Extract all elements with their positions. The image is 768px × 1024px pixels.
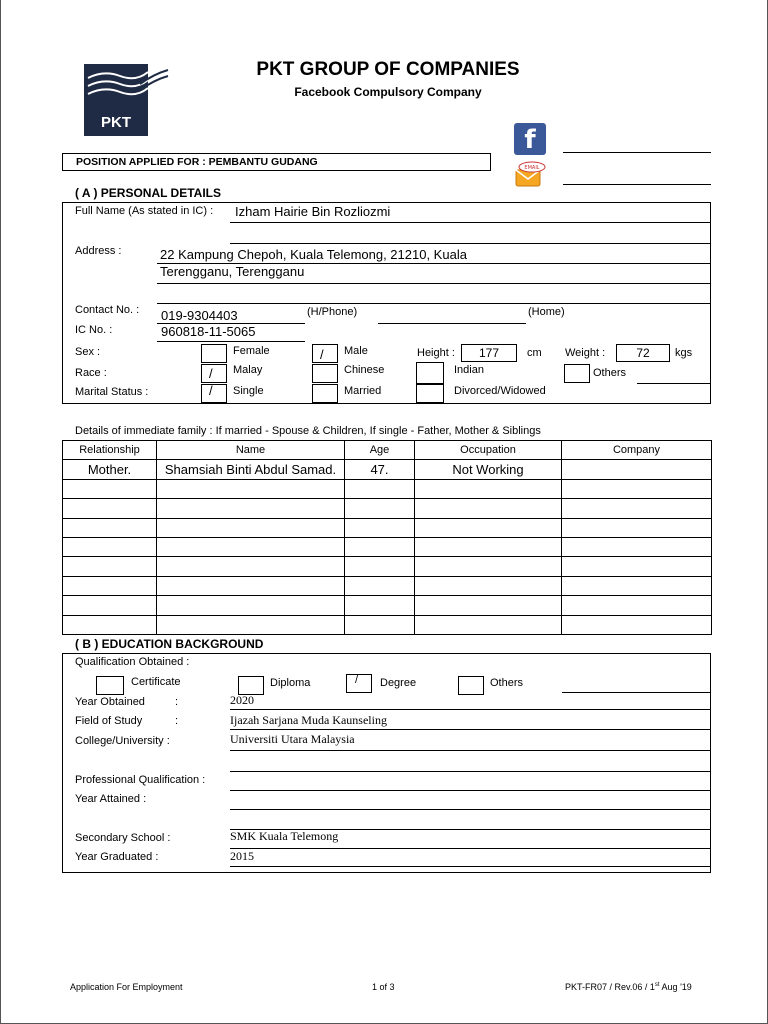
cell[interactable] (415, 479, 562, 498)
fullname-line2 (230, 243, 711, 244)
degree-label: Degree (380, 677, 417, 689)
others-edu-label: Others (490, 677, 524, 689)
ic-line (157, 341, 305, 342)
others-race-label: Others (593, 367, 627, 379)
cell[interactable] (157, 557, 345, 576)
married-checkbox[interactable] (312, 384, 338, 403)
wave-icon (84, 64, 148, 108)
field-colon: : (175, 715, 179, 727)
secondary-line (230, 848, 711, 849)
facebook-icon: f (514, 123, 546, 155)
home-label: (Home) (528, 306, 565, 318)
svg-text:EMAIL: EMAIL (524, 165, 540, 171)
cell-relationship[interactable]: Mother. (63, 460, 157, 479)
malay-mark: / (209, 366, 213, 381)
footer-left: Application For Employment (70, 982, 183, 992)
field-value: Ijazah Sarjana Muda Kaunseling (230, 713, 387, 727)
height-label: Height : (417, 347, 455, 359)
footer-right-sup: st (654, 982, 660, 988)
cell[interactable] (415, 537, 562, 556)
cell[interactable] (415, 615, 562, 634)
graduated-line (230, 866, 711, 867)
height-box[interactable] (461, 344, 517, 362)
malay-label: Malay (233, 364, 263, 376)
male-label: Male (344, 345, 368, 357)
cell[interactable] (157, 615, 345, 634)
cell[interactable] (345, 479, 415, 498)
company-title: PKT GROUP OF COMPANIES (256, 59, 520, 80)
cell[interactable] (562, 596, 712, 615)
col-relationship: Relationship (63, 441, 157, 460)
sex-label: Sex : (75, 346, 101, 358)
cell[interactable] (63, 518, 157, 537)
cell[interactable] (157, 518, 345, 537)
year-line (230, 709, 711, 710)
height-unit: cm (527, 347, 542, 359)
diploma-label: Diploma (270, 677, 311, 689)
footer-right-prefix: PKT-FR07 / Rev.06 / 1 (565, 982, 655, 992)
race-label: Race : (75, 367, 107, 379)
others-race-line (637, 383, 711, 384)
fullname-line1 (230, 222, 711, 223)
male-mark: / (320, 347, 324, 362)
attained-line1 (230, 809, 711, 810)
table-row (63, 479, 712, 498)
cell[interactable] (157, 537, 345, 556)
cell[interactable] (562, 537, 712, 556)
qual-label: Qualification Obtained : (75, 656, 190, 668)
address-line1: 22 Kampung Chepoh, Kuala Telemong, 21210, Kuala (160, 247, 467, 262)
single-checkbox[interactable] (201, 384, 227, 403)
cell[interactable] (63, 557, 157, 576)
footer-center: 1 of 3 (372, 982, 395, 992)
family-table (62, 440, 712, 635)
weight-value: 72 (636, 346, 650, 360)
college-label: College/University : (75, 735, 170, 747)
graduated-value: 2015 (230, 849, 254, 863)
cell[interactable] (157, 576, 345, 595)
col-name: Name (157, 441, 345, 460)
table-row (63, 460, 712, 479)
year-obtained-label: Year Obtained (75, 696, 145, 708)
table-row (63, 537, 712, 556)
cell-occupation[interactable]: Not Working (415, 460, 562, 479)
email-line (563, 184, 711, 185)
others-edu-line (562, 692, 711, 693)
height-value: 177 (478, 346, 500, 360)
female-checkbox[interactable] (201, 344, 227, 363)
family-header-row (63, 441, 712, 460)
col-company: Company (562, 441, 712, 460)
cell[interactable] (157, 499, 345, 518)
cell[interactable] (345, 557, 415, 576)
cell[interactable] (63, 596, 157, 615)
company-subtitle: Facebook Compulsory Company (294, 85, 482, 99)
chinese-checkbox[interactable] (312, 364, 338, 383)
cell[interactable] (562, 499, 712, 518)
college-line2 (230, 771, 711, 772)
cell[interactable] (415, 499, 562, 518)
marital-label: Marital Status : (75, 386, 149, 398)
chinese-label: Chinese (344, 364, 385, 376)
secondary-value: SMK Kuala Telemong (230, 829, 339, 843)
table-row (63, 499, 712, 518)
year-colon: : (175, 696, 179, 708)
hphone-label: (H/Phone) (307, 306, 358, 318)
email-icon (512, 160, 548, 190)
ic-label: IC No. : (75, 324, 113, 336)
cell-name[interactable]: Shamsiah Binti Abdul Samad. (157, 460, 345, 479)
degree-mark: / (355, 674, 359, 686)
cell[interactable] (345, 537, 415, 556)
secondary-label: Secondary School : (75, 832, 171, 844)
single-label: Single (233, 385, 264, 397)
weight-unit: kgs (675, 347, 693, 359)
weight-box[interactable] (616, 344, 670, 362)
cell-age[interactable]: 47. (345, 460, 415, 479)
male-checkbox[interactable] (312, 344, 338, 363)
table-row (63, 518, 712, 537)
footer-right-suffix: Aug '19 (659, 982, 692, 992)
section-b-title: ( B ) EDUCATION BACKGROUND (75, 637, 264, 651)
table-row (63, 615, 712, 634)
cell[interactable] (157, 479, 345, 498)
prof-label: Professional Qualification : (75, 774, 206, 786)
cell[interactable] (415, 518, 562, 537)
cell[interactable] (63, 479, 157, 498)
others-race-checkbox[interactable] (564, 364, 590, 383)
cell[interactable] (562, 479, 712, 498)
cell-company[interactable] (562, 460, 712, 479)
cell[interactable] (345, 615, 415, 634)
divorced-checkbox[interactable] (416, 384, 444, 403)
address-rule3 (157, 303, 711, 304)
field-label: Field of Study (75, 715, 143, 727)
cell[interactable] (415, 557, 562, 576)
col-occupation: Occupation (415, 441, 562, 460)
cell[interactable] (415, 576, 562, 595)
cell[interactable] (415, 596, 562, 615)
college-value: Universiti Utara Malaysia (230, 732, 355, 746)
table-row (63, 576, 712, 595)
address-rule2 (157, 283, 711, 284)
certificate-checkbox[interactable] (96, 676, 124, 695)
contact-value: 019-9304403 (161, 308, 238, 323)
address-line2: Terengganu, Terengganu (160, 264, 305, 279)
attained-label: Year Attained : (75, 793, 147, 805)
married-label: Married (344, 385, 382, 397)
cell[interactable] (345, 596, 415, 615)
home-line (378, 323, 526, 324)
facebook-line (563, 152, 711, 153)
others-edu-checkbox[interactable] (458, 676, 484, 695)
single-mark: / (209, 383, 213, 398)
field-line (230, 729, 711, 730)
pkt-logo (84, 64, 148, 136)
section-a-title: ( A ) PERSONAL DETAILS (75, 186, 222, 200)
footer-right (565, 982, 692, 992)
logo-swoosh-icon (140, 64, 170, 92)
cell[interactable] (562, 518, 712, 537)
cell[interactable] (345, 576, 415, 595)
divorced-label: Divorced/Widowed (454, 385, 546, 397)
fullname-label: Full Name (As stated in IC) : (75, 205, 214, 217)
indian-label: Indian (454, 364, 484, 376)
table-row (63, 596, 712, 615)
logo-text: PKT (101, 114, 131, 131)
cell[interactable] (562, 615, 712, 634)
certificate-label: Certificate (131, 676, 181, 688)
cell[interactable] (345, 499, 415, 518)
position-box (62, 153, 491, 171)
ic-value: 960818-11-5065 (161, 324, 256, 339)
cell[interactable] (63, 499, 157, 518)
weight-label: Weight : (565, 347, 606, 359)
address-label: Address : (75, 245, 122, 257)
graduated-label: Year Graduated : (75, 851, 159, 863)
degree-checkbox[interactable] (346, 674, 372, 693)
cell[interactable] (63, 615, 157, 634)
cell[interactable] (562, 557, 712, 576)
cell[interactable] (157, 596, 345, 615)
indian-checkbox[interactable] (416, 362, 444, 384)
cell[interactable] (345, 518, 415, 537)
family-caption: Details of immediate family : If married - Spouse & Children, If single - Father, Mother & Siblings (75, 425, 541, 437)
cell[interactable] (562, 576, 712, 595)
fullname-value: Izham Hairie Bin Rozliozmi (235, 204, 391, 219)
year-obtained-value: 2020 (230, 693, 254, 707)
cell[interactable] (63, 576, 157, 595)
position-text: POSITION APPLIED FOR : PEMBANTU GUDANG (76, 156, 318, 168)
female-label: Female (233, 345, 270, 357)
col-age: Age (345, 441, 415, 460)
cell[interactable] (63, 537, 157, 556)
malay-checkbox[interactable] (201, 364, 227, 383)
contact-label: Contact No. : (75, 304, 140, 316)
table-row (63, 557, 712, 576)
college-line1 (230, 750, 711, 751)
prof-line (230, 790, 711, 791)
